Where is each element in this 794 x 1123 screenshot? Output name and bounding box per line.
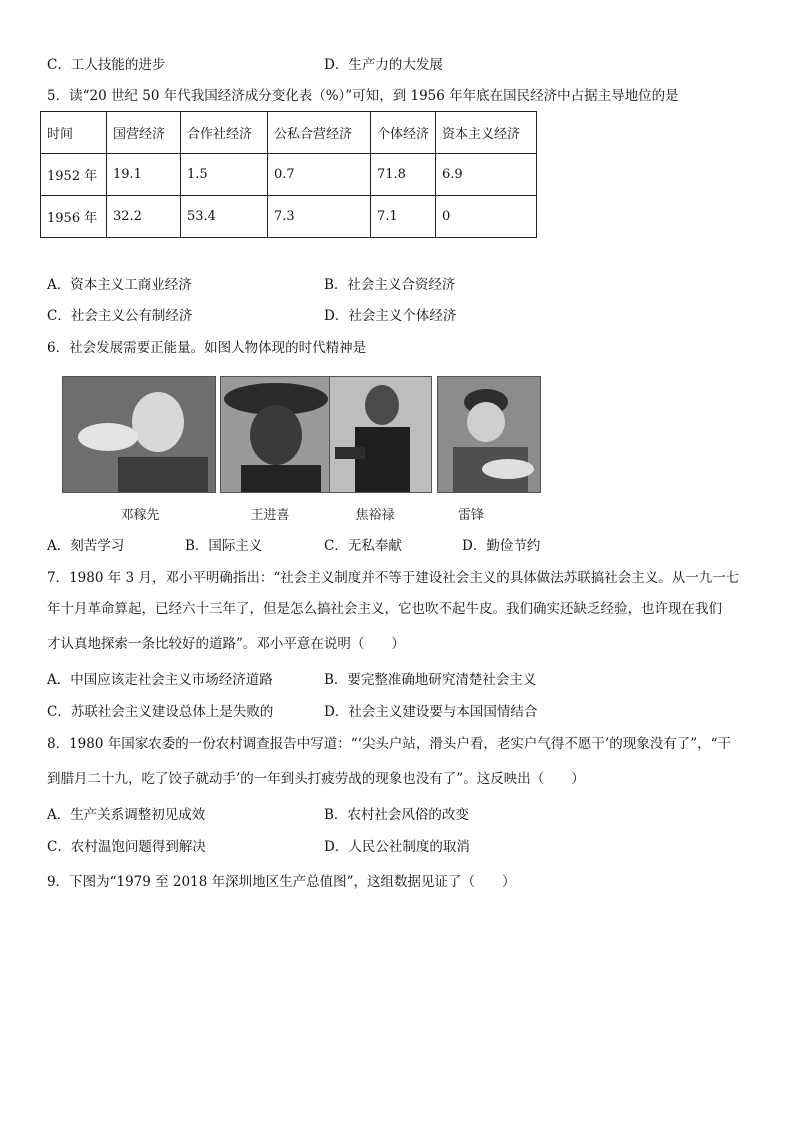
q8-option-d: D．人民公社制度的取消 [324, 839, 470, 855]
table-cell: 6.9 [436, 154, 537, 196]
portrait-photo [437, 376, 541, 493]
portrait-caption: 王进喜 [250, 508, 290, 523]
q8-stem-line-1: 8．1980 年国家农委的一份农村调查报告中写道：“‘尖头户站，滑头户看，老实户气得不愿干’的现象没有了”，“干 [47, 736, 732, 752]
q9-stem: 9．下图为“1979 至 2018 年深圳地区生产总值图”，这组数据见证了（ ） [47, 874, 516, 890]
q7-option-a: A．中国应该走社会主义市场经济道路 [47, 672, 273, 688]
table-cell: 71.8 [371, 154, 436, 196]
q6-option-c: C．无私奉献 [324, 538, 402, 554]
q4-option-d: D．生产力的大发展 [324, 57, 443, 73]
q8-stem-line-2: 到腊月二十九，吃了饺子就动手’的一年到头打疲劳战的现象也没有了”。这反映出（ ） [47, 771, 585, 787]
table-cell: 1952 年 [41, 154, 107, 196]
q7-option-b: B．要完整准确地研究清楚社会主义 [324, 672, 537, 688]
table-header-cell: 公私合营经济 [268, 112, 371, 154]
q5-option-c: C．社会主义公有制经济 [47, 308, 193, 324]
portrait-caption: 雷锋 [457, 508, 484, 523]
q8-option-b: B．农村社会风俗的改变 [324, 807, 469, 823]
q5-option-b: B．社会主义合资经济 [324, 277, 456, 293]
portrait-caption: 焦裕禄 [355, 508, 395, 523]
q7-stem-line-3: 才认真地探索一条比较好的道路”。邓小平意在说明（ ） [47, 636, 405, 652]
table-header-cell: 资本主义经济 [436, 112, 537, 154]
portrait-photo [62, 376, 216, 493]
table-header-cell: 国营经济 [107, 112, 181, 154]
table-cell: 1956 年 [41, 196, 107, 238]
q6-option-b: B．国际主义 [185, 538, 263, 554]
q6-option-d: D．勤俭节约 [462, 538, 541, 554]
q7-stem-line-1: 7．1980 年 3 月，邓小平明确指出：“社会主义制度并不等于建设社会主义的具体做法苏联搞社会主义。从一九一七 [47, 570, 740, 586]
q7-stem-line-2: 年十月革命算起，已经六十三年了，但是怎么搞社会主义，它也吹不起牛皮。我们确实还缺乏经验，也许现在我们 [47, 601, 722, 617]
economy-composition-table [40, 111, 537, 238]
table-cell: 32.2 [107, 196, 181, 238]
table-cell: 1.5 [181, 154, 268, 196]
portrait-caption: 邓稼先 [120, 508, 160, 523]
q5-option-a: A．资本主义工商业经济 [47, 277, 192, 293]
table-row [41, 154, 537, 196]
q6-stem: 6．社会发展需要正能量。如图人物体现的时代精神是 [47, 340, 367, 356]
table-cell: 7.1 [371, 196, 436, 238]
table-cell: 7.3 [268, 196, 371, 238]
q8-option-c: C．农村温饱问题得到解决 [47, 839, 206, 855]
table-cell: 0 [436, 196, 537, 238]
table-header-cell: 合作社经济 [181, 112, 268, 154]
portrait-photo [329, 376, 432, 493]
table-header-cell: 个体经济 [371, 112, 436, 154]
table-row [41, 196, 537, 238]
table-cell: 0.7 [268, 154, 371, 196]
portrait-photo-strip [60, 376, 542, 524]
q5-option-d: D．社会主义个体经济 [324, 308, 457, 324]
table-header-row [41, 112, 537, 154]
q5-stem: 5．读“20 世纪 50 年代我国经济成分变化表（%）”可知，到 1956 年年底在国民经济中占据主导地位的是 [47, 88, 679, 104]
q7-option-c: C．苏联社会主义建设总体上是失败的 [47, 704, 274, 720]
q6-option-a: A．刻苦学习 [47, 538, 125, 554]
q4-option-c: C．工人技能的进步 [47, 57, 166, 73]
table-cell: 19.1 [107, 154, 181, 196]
q7-option-d: D．社会主义建设要与本国国情结合 [324, 704, 538, 720]
table-cell: 53.4 [181, 196, 268, 238]
table-header-cell: 时间 [41, 112, 107, 154]
q8-option-a: A．生产关系调整初见成效 [47, 807, 206, 823]
